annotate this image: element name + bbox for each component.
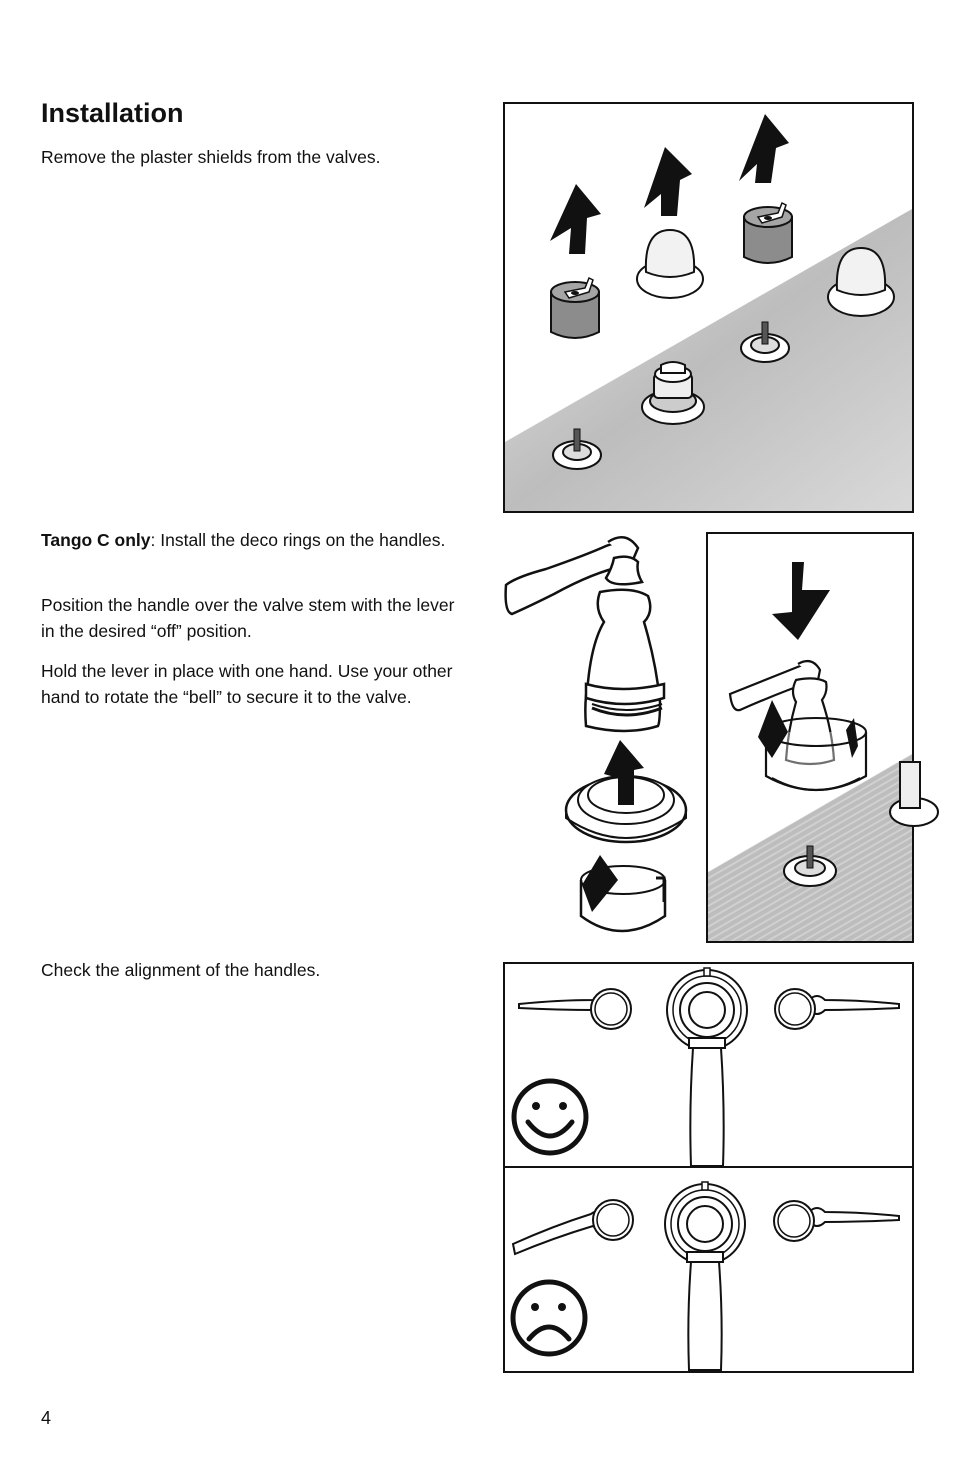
step-text: : Install the deco rings on the handles. <box>150 530 446 550</box>
step-remove-shields <box>41 144 456 170</box>
bell-sleeve-icon <box>581 855 665 931</box>
step-text: Position the handle over the valve stem with the lever in the desired “off” position. <box>41 595 455 641</box>
install-on-wall-illustration <box>706 532 914 943</box>
smiley-face-icon <box>514 1081 586 1153</box>
step-text: Hold the lever in place with one hand. Use your other hand to rotate the “bell” to secure it to the valve. <box>41 661 453 707</box>
step-position-handle <box>41 592 456 644</box>
page-title: Installation <box>41 98 184 128</box>
step-text: Check the alignment of the handles. <box>41 960 321 980</box>
frowny-face-icon <box>513 1282 585 1354</box>
valve-cartridge-icon <box>551 278 599 338</box>
step-check-alignment <box>41 957 456 983</box>
valve-cartridge-icon <box>744 203 792 263</box>
handle-body-icon <box>585 557 664 731</box>
install-handle-illustration <box>500 530 700 945</box>
remove-plaster-shields-illustration <box>503 102 914 513</box>
page-number: 4 <box>41 1408 52 1428</box>
step-bold-label: Tango C only <box>41 530 151 550</box>
step-deco-rings <box>41 527 456 553</box>
step-secure-bell <box>41 658 456 710</box>
step-text: Remove the plaster shields from the valves. <box>41 147 381 167</box>
handle-alignment-illustration <box>503 962 914 1373</box>
